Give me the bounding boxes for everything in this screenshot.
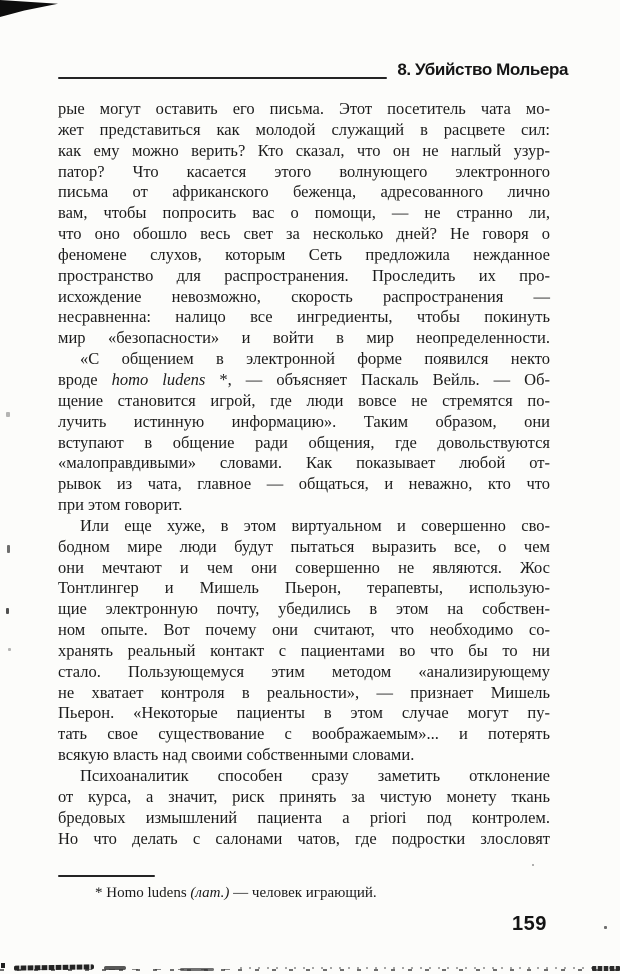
scan-noise-blob	[180, 968, 214, 971]
scan-edge-noise	[0, 963, 620, 972]
paragraph	[58, 349, 550, 516]
body-text	[58, 99, 550, 849]
text-line	[58, 287, 550, 308]
text-run: бредовых измышлений пациента a priori под контролем.	[58, 807, 550, 827]
italic-text-run: (лат.)	[190, 885, 230, 901]
text-run: что оно обошло весь свет за несколько дней? Не говоря о	[58, 224, 550, 244]
footnote-text	[58, 883, 550, 903]
text-run: письма от африканского беженца, адресованного лично	[58, 182, 550, 202]
text-run: несравненна: налицо все ингредиенты, чтобы покинуть	[58, 307, 550, 327]
text-run: хранять реальный контакт с пациентами во что бы то ни	[58, 640, 550, 660]
text-line	[58, 99, 550, 120]
text-run: Или еще хуже, в этом виртуальном и совершенно сво-	[80, 515, 550, 535]
scan-speck	[6, 412, 10, 417]
text-line	[58, 766, 550, 787]
text-run: Пьерон. «Некоторые пациенты в этом случае могут пу-	[58, 703, 550, 723]
text-line	[58, 162, 550, 183]
footnote-rule	[58, 875, 155, 877]
text-run: «малоправдивыми» словами. Как показывает любой от-	[58, 453, 550, 473]
text-run: вроде	[58, 369, 112, 389]
text-run: всякую власть над своими собственными словами.	[58, 745, 415, 765]
paragraph	[58, 516, 550, 766]
text-line	[58, 641, 550, 662]
text-line	[58, 453, 550, 474]
scan-noise-blob	[104, 966, 126, 970]
text-line	[58, 558, 550, 579]
text-run: бодном мире люди будут пытаться выразить все, о чем	[58, 536, 550, 556]
text-run: — человек играющий.	[229, 885, 377, 901]
text-line	[58, 662, 550, 683]
text-run: ном опыте. Вот почему они считают, что необходимо со-	[58, 620, 550, 640]
text-run: феномене слухов, которым Сеть предложила нежданное	[58, 244, 550, 264]
text-run: «С общением в электронной форме появился некто	[80, 349, 550, 369]
text-line	[58, 787, 550, 808]
text-line	[58, 745, 550, 766]
text-line	[58, 349, 550, 370]
paragraph	[58, 766, 550, 849]
text-run: от курса, а значит, риск принять за чистую монету ткань	[58, 786, 550, 806]
scan-speck	[532, 864, 534, 866]
text-line	[58, 370, 550, 391]
text-line	[58, 391, 550, 412]
text-run: вступают в общение ради общения, где довольствуются	[58, 432, 550, 452]
text-line	[58, 724, 550, 745]
scan-corner-artifact	[0, 0, 58, 17]
text-run: вам, чтобы попросить вас о помощи, — не странно ли,	[58, 203, 550, 223]
text-line	[58, 412, 550, 433]
text-line	[58, 516, 550, 537]
text-line	[58, 703, 550, 724]
text-line	[58, 578, 550, 599]
text-line	[58, 599, 550, 620]
text-run: Психоаналитик способен сразу заметить отклонение	[80, 766, 550, 785]
text-run: Тонтлингер и Мишель Пьерон, терапевты, использую-	[58, 578, 550, 598]
text-line	[58, 495, 550, 516]
text-line	[58, 224, 550, 245]
scan-noise-dot	[1, 963, 5, 968]
text-run: мир «безопасности» и войти в мир неопределенности.	[58, 328, 550, 348]
scan-speck	[8, 648, 11, 651]
scan-noise-row	[240, 967, 620, 969]
text-line	[58, 433, 550, 454]
text-run: исхождение невозможно, скорость распространения —	[58, 286, 550, 306]
text-line	[58, 182, 550, 203]
header-rule	[58, 77, 387, 79]
text-run: *, — объясняет Паскаль Вейль. — Об-	[205, 369, 550, 389]
text-line	[58, 120, 550, 141]
text-run: жет представиться как молодой служащий в расцвете сил:	[58, 119, 550, 139]
text-run: патор? Что касается этого волнующего электронного	[58, 161, 550, 181]
text-run: не хватает контроля в реальности», — признает Мишель	[58, 682, 550, 702]
text-run: пространство для распространения. Проследить их про-	[58, 265, 550, 285]
text-run: рые могут оставить его письма. Этот посетитель чата мо-	[58, 99, 550, 118]
text-run: стало. Пользующемуся этим методом «анализирующему	[58, 661, 550, 681]
text-line	[58, 266, 550, 287]
text-line	[58, 683, 550, 704]
text-line	[58, 829, 550, 850]
scan-noise-blob	[592, 966, 620, 971]
scan-speck	[6, 608, 9, 614]
page-header	[58, 59, 568, 80]
page-number: 159	[512, 913, 547, 935]
text-run: щение становится игрой, где люди вовсе не стремятся по-	[58, 390, 550, 410]
italic-text-run: homo ludens	[111, 369, 206, 389]
text-run: как ему можно верить? Кто сказал, что он не наглый узур-	[58, 140, 550, 160]
paragraph	[58, 99, 550, 349]
chapter-title: 8. Убийство Мольера	[397, 60, 568, 79]
scan-speck	[7, 545, 10, 553]
text-line	[58, 328, 550, 349]
text-run: они мечтают и чем они совершенно не являются. Жос	[58, 557, 550, 577]
text-run: лучить истинную информацию». Таким образом, они	[58, 411, 550, 431]
text-run: рывок из чата, главное — общаться, и неважно, кто что	[58, 474, 550, 494]
text-line	[58, 808, 550, 829]
text-line	[58, 245, 550, 266]
text-line	[58, 537, 550, 558]
text-line	[58, 203, 550, 224]
text-line	[58, 141, 550, 162]
text-run: при этом говорит.	[58, 495, 183, 515]
text-line	[58, 620, 550, 641]
text-run: тать свое существование с воображаемым»... и потерять	[58, 724, 550, 744]
text-line	[58, 307, 550, 328]
text-run: Но что делать с салонами чатов, где подростки злословят	[58, 828, 550, 848]
text-line	[58, 474, 550, 495]
text-run: щие электронную почту, убедились в этом на собствен-	[58, 599, 550, 619]
text-run: * Homo ludens	[95, 885, 191, 901]
scan-speck	[604, 926, 607, 929]
